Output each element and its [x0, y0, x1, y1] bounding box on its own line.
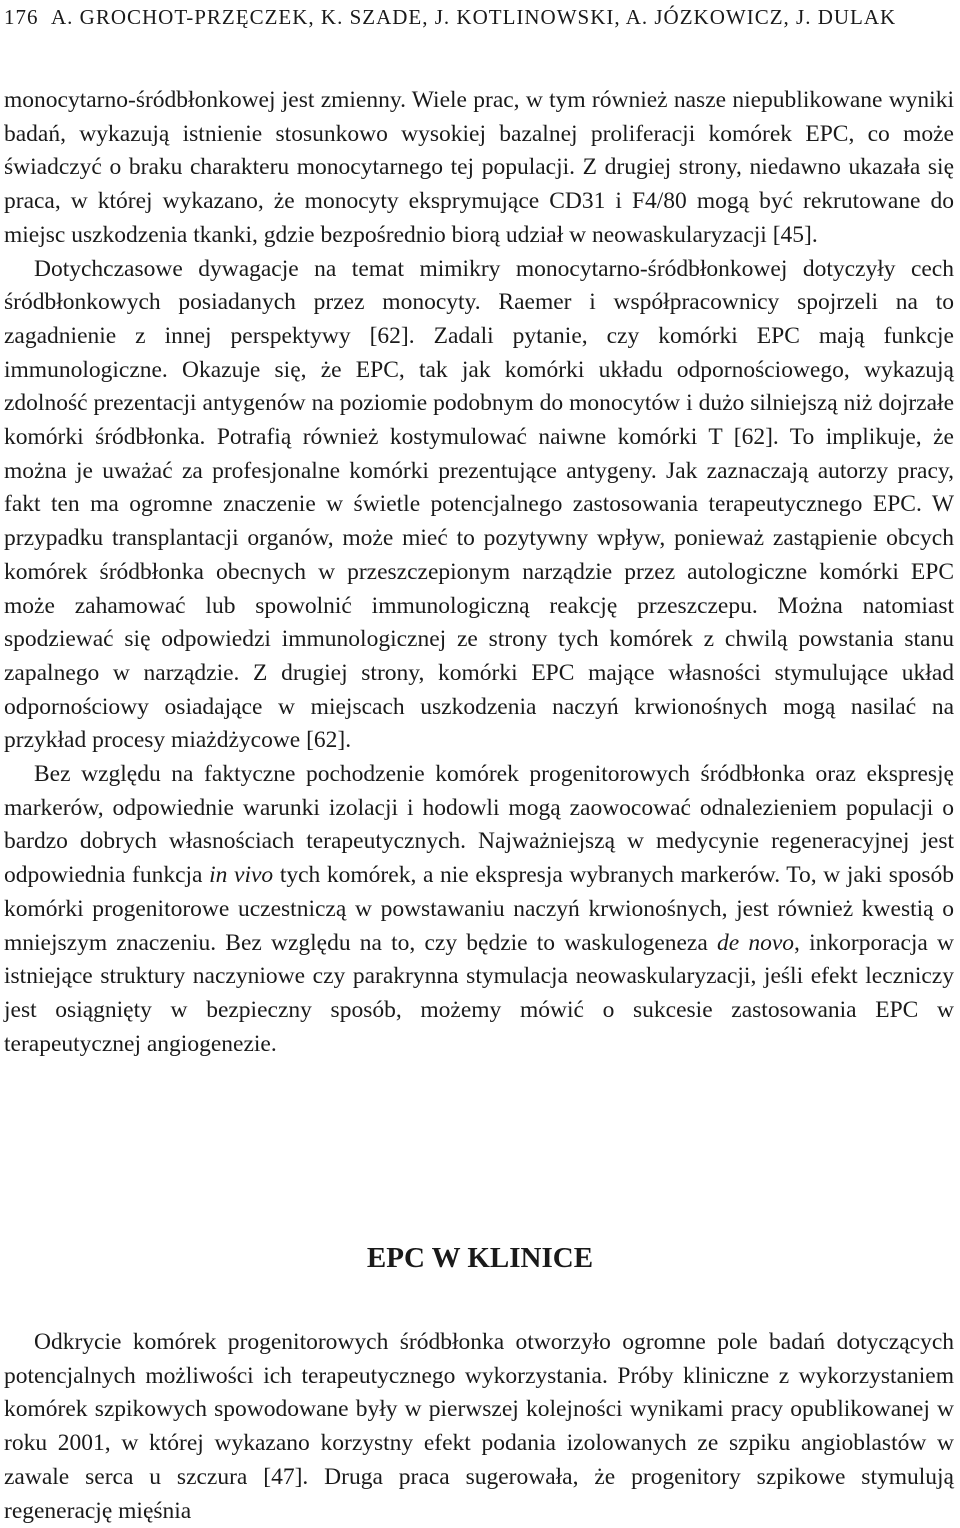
section-paragraph-text: Odkrycie komórek progenitorowych śródbłonka otworzyło ogromne pole badań dotyczących potencjalnych możliwości ich terapeutycznego wykorzystania. Próby kliniczne z wykorzystaniem komórek szpikowych spowodowane były w pierwszej kolejności wynikami pracy opublikowanej w roku 2001, w której wykazano korzystny efekt podania izolowanych ze szpiku angioblastów w zawale serca u szczura [47]. Druga praca sugerowała, że progenitory szpikowe stymulują regenerację mięśnia — [4, 1329, 954, 1524]
paragraph-3-text-a: Bez względu na faktyczne pochodzenie komórek progenitorowych śródbłonka oraz ekspresję markerów, odpowiednie warunki izolacji i hodowli mogą zaowocować odnalezieniem populacji o bardzo dobrych własnościach terapeutycznych. Najważniejszą w medycynie regeneracyjnej jest odpowiednia funkcja — [4, 761, 954, 889]
section-heading: EPC W KLINICE — [366, 1242, 594, 1274]
page-number: 176 — [4, 5, 39, 29]
running-header — [4, 2, 954, 32]
italic-de-novo: de novo — [716, 929, 795, 956]
body-text — [4, 84, 954, 1061]
paragraph-1-text: monocytarno-śródbłonkowej jest zmienny. Wiele prac, w tym również nasze niepublikowane wyniki badań, wykazują istnienie stosunkowo wysokiej bazalnej proliferacji komórek EPC, co może świadczyć o braku charakteru monocytarnego tej populacji. Z drugiej strony, niedawno ukazała się praca, w której wykazano, że monocyty eksprymujące CD31 i F4/80 mogą być rekrutowane do miejsc uszkodzenia tkanki, gdzie bezpośrednio biorą udział w neowaskularyzacji [45]. — [4, 87, 954, 248]
paragraph-3-text-c: , inkorporacja w istniejące struktury naczyniowe czy parakrynna stymulacja neowaskularyzacji, jeśli efekt leczniczy jest osiągnięty w bezpieczny sposób, możemy mówić o sukcesie zastosowania EPC w terapeutycznej angiogenezie. — [4, 929, 954, 1057]
header-authors: A. GROCHOT-PRZĘCZEK, K. SZADE, J. KOTLINOWSKI, A. JÓZKOWICZ, J. DULAK — [51, 5, 897, 29]
paragraph-3 — [4, 758, 954, 1061]
paragraph-1 — [4, 84, 954, 253]
paragraph-3-text-b: tych komórek, a nie ekspresja wybranych markerów. To, w jaki sposób komórki progenitorowe uczestniczą w powstawaniu naczyń krwionośnych, jest również kwestią o mniejszym znaczeniu. Bez względu na to, czy będzie to waskulogeneza — [4, 862, 955, 956]
italic-in-vivo: in vivo — [209, 862, 274, 889]
section-paragraph — [4, 1326, 954, 1528]
paragraph-2 — [4, 253, 954, 759]
section-body-text — [4, 1326, 954, 1528]
paragraph-2-text: Dotychczasowe dywagacje na temat mimikry monocytarno-śródbłonkowej dotyczyły cech śródbłonkowych posiadanych przez monocyty. Raemer i współpracownicy spojrzeli na to zagadnienie z innej perspektywy [62]. Zadali pytanie, czy komórki EPC mają funkcje immunologiczne. Okazuje się, że EPC, tak jak komórki układu odpornościowego, wykazują zdolność prezentacji antygenów na poziomie podobnym do monocytów i dużo silniejszą niż dojrzałe komórki śródbłonka. Potrafią również kostymulować naiwne komórki T [62]. To implikuje, że można je uważać za profesjonalne komórki prezentujące antygeny. Jak zaznaczają autorzy pracy, fakt ten ma ogromne znaczenie w świetle potencjalnego zastosowania terapeutycznego EPC. W przypadku transplantacji organów, może mieć to pozytywny wpływ, ponieważ zastąpienie obcych komórek śródbłonka obecnych w przeszczepionym narządzie przez autologiczne komórki EPC może zahamować lub spowolnić immunologiczną reakcję przeszczepu. Można natomiast spodziewać się odpowiedzi immunologicznej ze strony tych komórek z chwilą powstania stanu zapalnego w narządzie. Z drugiej strony, komórki EPC mające własności stymulujące układ odpornościowy osiadające w miejscach uszkodzenia naczyń krwionośnych mogą nasilać na przykład procesy miażdżycowe [62]. — [4, 255, 954, 754]
